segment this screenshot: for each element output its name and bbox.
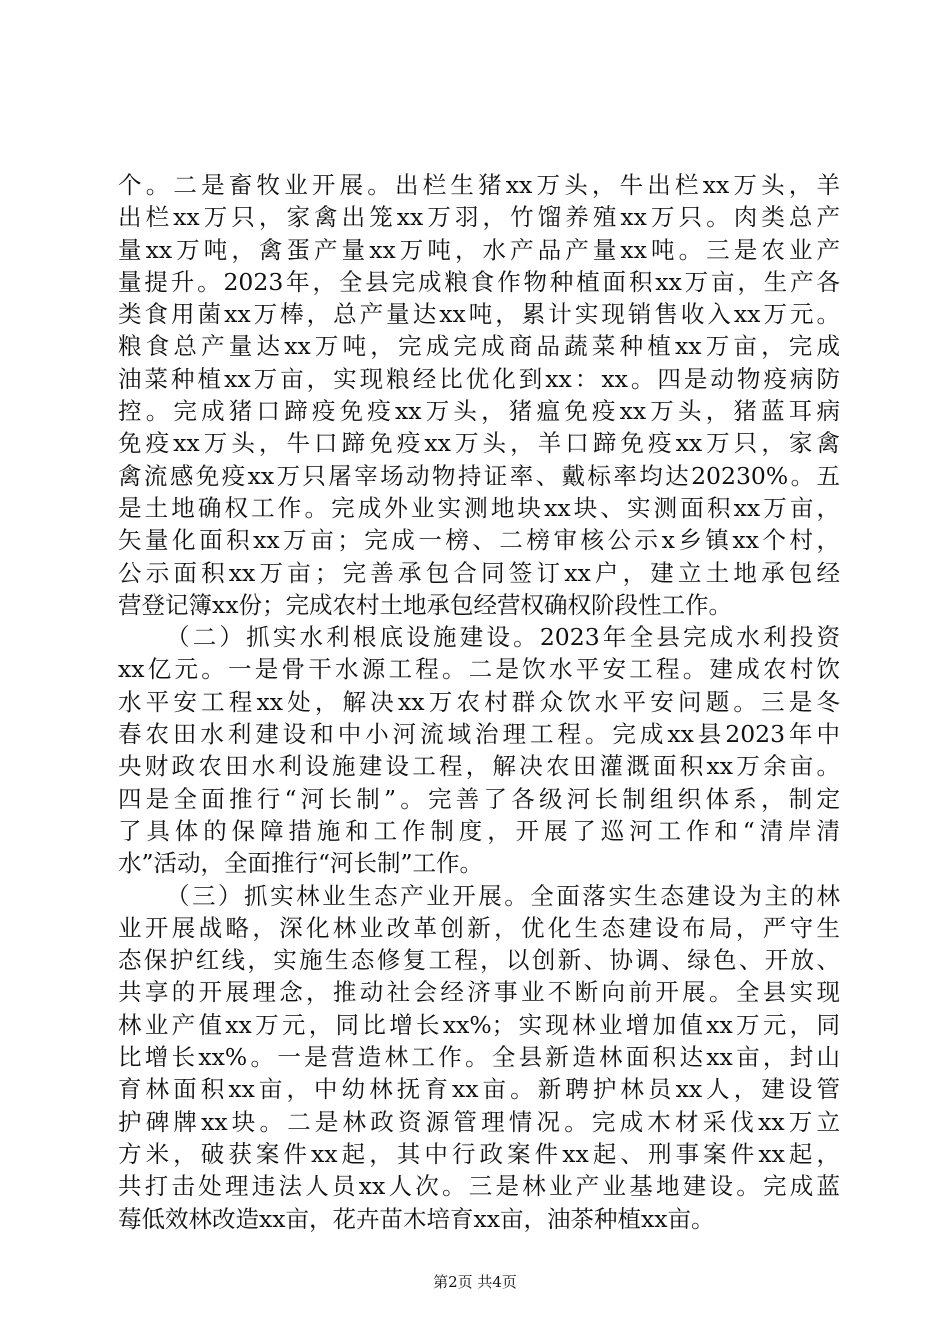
text-line: 林业产值xx万元，同比增长xx%；实现林业增加值xx万元，同 (118, 1010, 840, 1039)
text-line: （三）抓实林业生态产业开展。全面落实生态建设为主的林 (166, 881, 840, 910)
text-line: 个。二是畜牧业开展。出栏生猪xx万头，牛出栏xx万头，羊 (118, 171, 840, 199)
text-line: （二）抓实水利根底设施建设。2023年全县完成水利投资 (166, 623, 840, 652)
text-line: 央财政农田水利设施建设工程，解决农田灌溉面积xx万余亩。 (118, 752, 840, 781)
text-line: 共享的开展理念，推动社会经济事业不断向前开展。全县实现 (118, 978, 840, 1007)
text-line: 春农田水利建设和中小河流域治理工程。完成xx县2023年中 (118, 720, 840, 749)
text-line: 态保护红线，实施生态修复工程，以创新、协调、绿色、开放、 (118, 946, 840, 975)
text-line: 是土地确权工作。完成外业实测地块xx块、实测面积xx万亩， (118, 493, 840, 522)
text-line: 了具体的保障措施和工作制度，开展了巡河工作和“清岸清 (118, 816, 840, 845)
text-line: 出栏xx万只，家禽出笼xx万羽，竹馏养殖xx万只。肉类总产 (118, 203, 840, 232)
text-line: 营登记簿xx份；完成农村土地承包经营权确权阶段性工作。 (118, 590, 733, 619)
text-line: 护碑牌xx块。二是林政资源管理情况。完成木材采伐xx万立 (118, 1107, 840, 1136)
text-line: 油菜种植xx万亩，实现粮经比优化到xx：xx。四是动物疫病防 (118, 364, 840, 393)
text-line: 比增长xx%。一是营造林工作。全县新造林面积达xx亩，封山 (118, 1043, 840, 1072)
text-line: 四是全面推行“河长制”。完善了各级河长制组织体系，制定 (118, 784, 840, 813)
text-line: 量xx万吨，禽蛋产量xx万吨，水产品产量xx吨。三是农业产 (118, 235, 840, 264)
text-line: 控。完成猪口蹄疫免疫xx万头，猪瘟免疫xx万头，猪蓝耳病 (118, 397, 840, 426)
text-line: 莓低效林改造xx亩，花卉苗木培育xx亩，油茶种植xx亩。 (118, 1204, 715, 1233)
page-footer: 第2页 共4页 (433, 1273, 517, 1291)
text-line: 方米，破获案件xx起，其中行政案件xx起、刑事案件xx起， (118, 1139, 840, 1168)
text-line: 水平安工程xx处，解决xx万农村群众饮水平安问题。三是冬 (118, 687, 840, 716)
text-line: 水”活动，全面推行“河长制”工作。 (118, 849, 484, 878)
text-line: 禽流感免疫xx万只屠宰场动物持证率、戴标率均达20230%。五 (118, 461, 840, 490)
text-line: 矢量化面积xx万亩；完成一榜、二榜审核公示x乡镇xx个村， (118, 526, 840, 555)
document-body (118, 169, 840, 1235)
text-line: 育林面积xx亩，中幼林抚育xx亩。新聘护林员xx人，建设管 (118, 1075, 840, 1104)
text-line: 量提升。2023年，全县完成粮食作物种植面积xx万亩，生产各 (118, 267, 840, 296)
text-line: 共打击处理违法人员xx人次。三是林业产业基地建设。完成蓝 (118, 1172, 840, 1201)
text-line: 粮食总产量达xx万吨，完成完成商品蔬菜种植xx万亩，完成 (118, 332, 840, 361)
text-line: 公示面积xx万亩；完善承包合同签订xx户，建立土地承包经 (118, 558, 840, 587)
text-line: 业开展战略，深化林业改革创新，优化生态建设布局，严守生 (118, 913, 840, 942)
text-line: xx亿元。一是骨干水源工程。二是饮水平安工程。建成农村饮 (118, 655, 840, 684)
text-line: 类食用菌xx万棒，总产量达xx吨，累计实现销售收入xx万元。 (118, 300, 840, 329)
text-line: 免疫xx万头，牛口蹄免疫xx万头，羊口蹄免疫xx万只，家禽 (118, 429, 840, 458)
